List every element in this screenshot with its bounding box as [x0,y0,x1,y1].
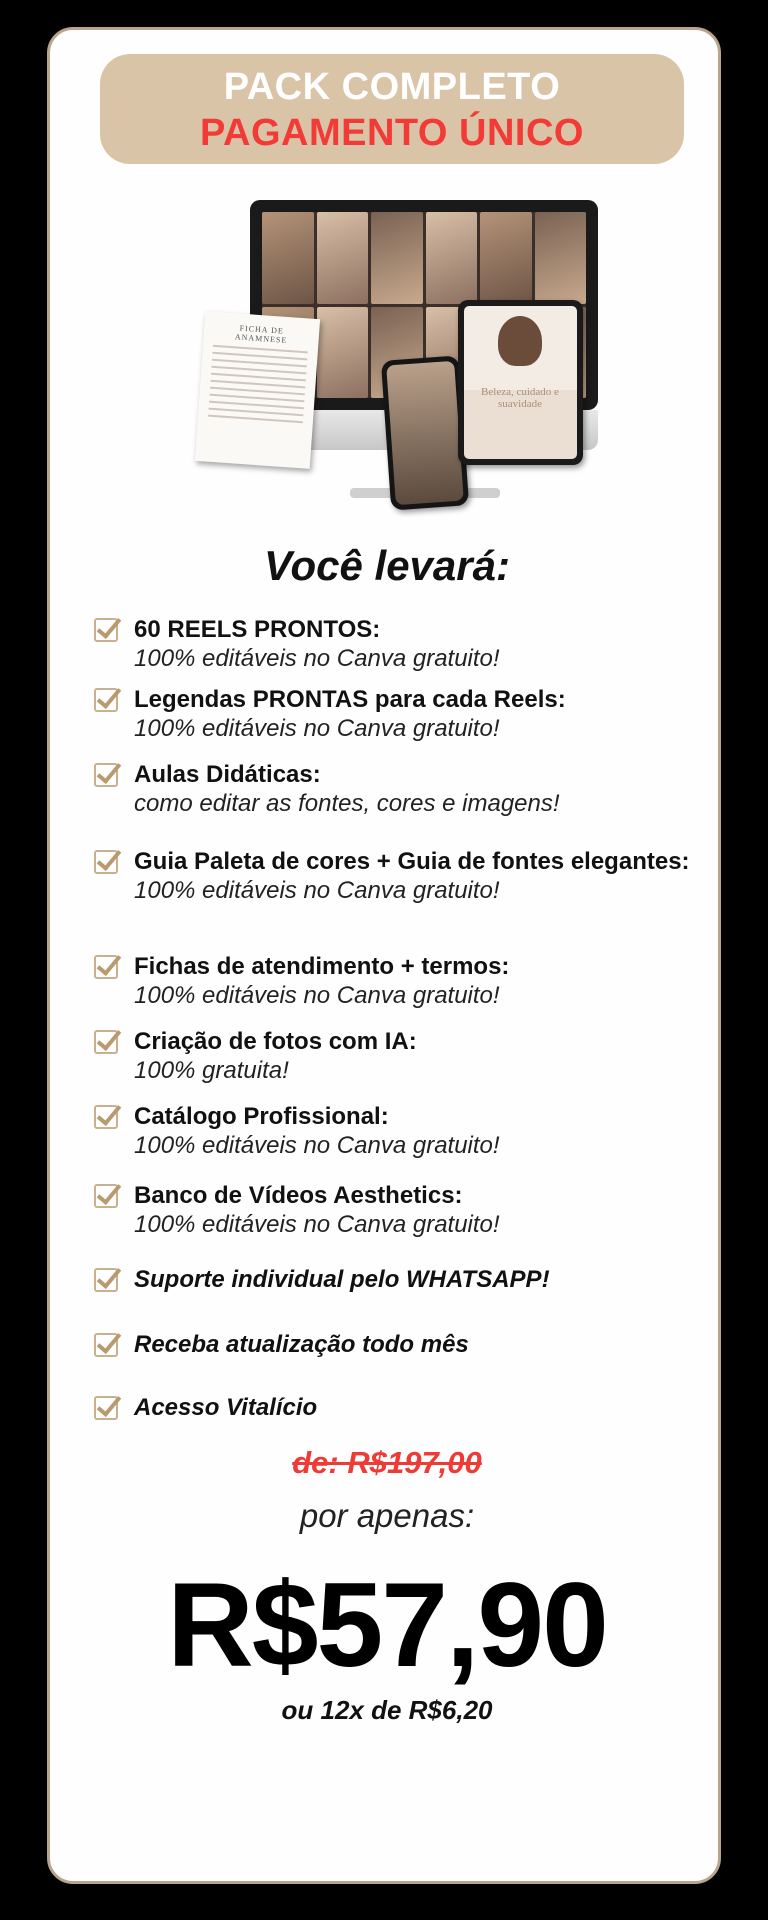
checkbox-icon [94,688,118,712]
checkbox-icon [94,763,118,787]
tablet-title: Beleza, cuidado e suavidade [481,386,559,410]
header-subtitle: PAGAMENTO ÚNICO [200,112,584,154]
checkbox-icon [94,1184,118,1208]
phone-mockup [381,355,469,510]
checkbox-icon [94,1105,118,1129]
checkbox-icon [94,850,118,874]
checkbox-icon [94,1333,118,1357]
offer-card: PACK COMPLETO PAGAMENTO ÚNICO FICHA DE ANAMNESE Beleza, cuidado e suavidade Você levará: 60 REELS PRONTOS: 100% editáveis no Canva gratuito! Legendas PRONTAS para cada Reels: 100% editáveis no Canva gratuito! Aulas Didáticas: como editar as fontes, cores e imagens! Guia Paleta de cores + Guia de fontes elegantes: 100% editáveis no Canva gratuito! Fichas de atendimento + termos: 100% editáveis no Canva gratuito! Criação de fotos com IA: 100% gratuita! Catálogo Profissional: 100% editáveis no Canva gratuito! Banco de Vídeos Aesthetics: 100% editáveis no Canva gratuito! Suporte individual pelo WHATSAPP! Receba atualização todo mês Acesso Vitalício de: R$197,00 por apenas: R$57,90 ou 12x de R$6,20 [47,27,721,1884]
checkbox-icon [94,618,118,642]
checkbox-icon [94,1268,118,1292]
anamnese-sheet [195,311,320,469]
old-price: de: R$197,00 [292,1445,482,1480]
header-banner [100,54,684,164]
price-intro: por apenas: [299,1497,475,1534]
checkbox-icon [94,955,118,979]
current-price: R$57,90 [167,1558,607,1692]
checkbox-icon [94,1396,118,1420]
tablet-mockup [458,300,583,465]
product-mockup-image [200,200,620,535]
installments-text: ou 12x de R$6,20 [281,1695,493,1725]
header-title: PACK COMPLETO [223,66,561,108]
anamnese-sheet-title: FICHA DE ANAMNESE [234,323,288,345]
model-photo [498,316,542,366]
section-title: Você levará: [264,542,510,589]
checkbox-icon [94,1030,118,1054]
